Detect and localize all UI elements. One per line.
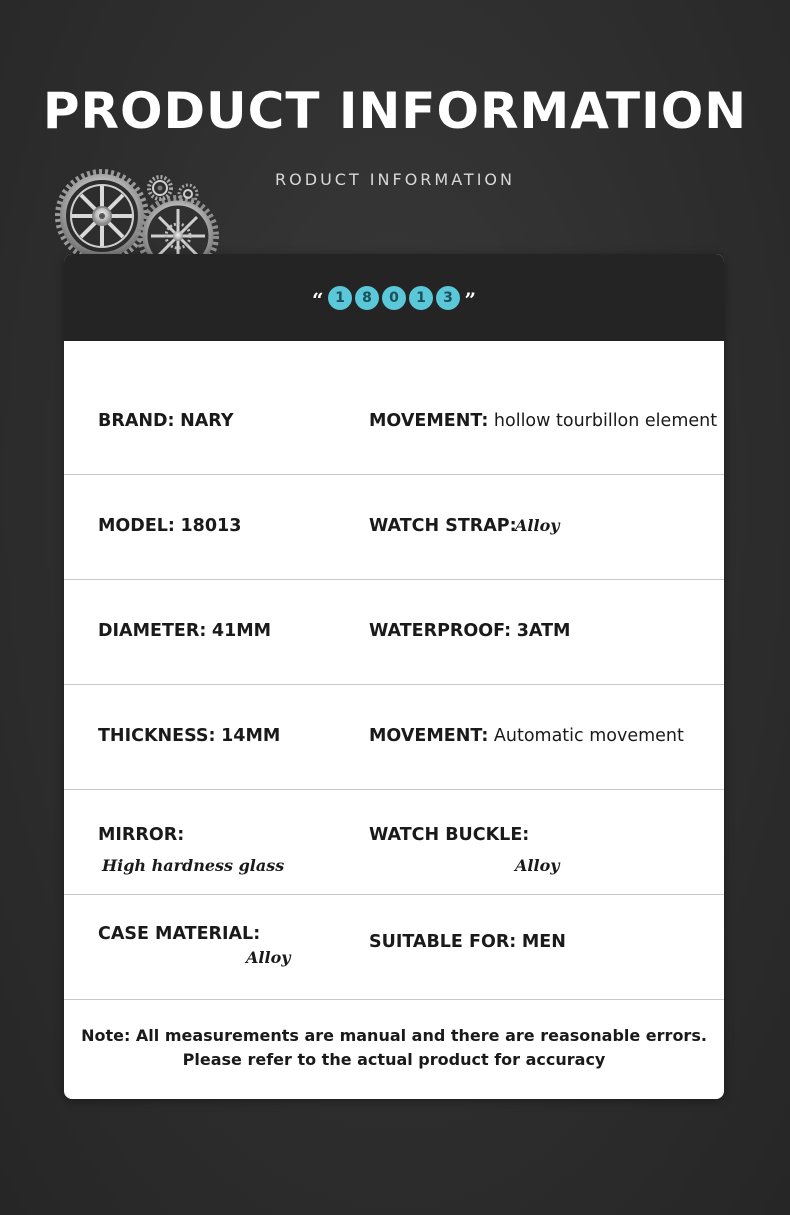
spec-value: Alloy (515, 516, 560, 535)
spec-value: NARY (180, 411, 234, 431)
spec-value: MEN (521, 932, 566, 952)
spec-value: Alloy (515, 856, 560, 875)
spec-label: MODEL: (98, 516, 175, 536)
open-quote: “ (311, 287, 324, 312)
spec-row (64, 684, 724, 790)
spec-label: MOVEMENT: (369, 726, 489, 746)
spec-label: MIRROR: (98, 825, 185, 845)
note-line-1: Note: All measurements are manual and there are reasonable errors. (81, 1026, 707, 1045)
close-quote: ” (464, 287, 477, 312)
spec-thickness (98, 684, 358, 789)
spec-brand (98, 369, 358, 474)
spec-row (64, 474, 724, 580)
spec-value: hollow tourbillon element (493, 411, 718, 431)
measurement-note (64, 1024, 724, 1072)
spec-label: MOVEMENT: (369, 411, 489, 431)
spec-value: Automatic movement (493, 726, 684, 746)
spec-strap (369, 474, 719, 579)
spec-movement-2 (369, 684, 719, 789)
spec-label: CASE MATERIAL: (98, 924, 261, 944)
spec-model (98, 474, 358, 579)
model-digit: 8 (355, 286, 379, 310)
model-digit: 1 (409, 286, 433, 310)
spec-value: 14MM (221, 726, 281, 746)
spec-label: WATERPROOF: (369, 621, 512, 641)
page-subtitle: RODUCT INFORMATION (275, 170, 515, 189)
model-badge (64, 254, 724, 341)
note-line-2: Please refer to the actual product for accuracy (182, 1050, 606, 1069)
spec-label: WATCH STRAP: (369, 516, 517, 536)
spec-label: DIAMETER: (98, 621, 207, 641)
model-digit: 1 (328, 286, 352, 310)
spec-waterproof (369, 579, 719, 684)
spec-mirror (98, 789, 358, 894)
page-title: PRODUCT INFORMATION (42, 82, 748, 140)
model-digit: 0 (382, 286, 406, 310)
spec-row (64, 894, 724, 1000)
spec-card (64, 254, 724, 1099)
spec-row (64, 789, 724, 895)
spec-row (64, 369, 724, 475)
spec-movement-1 (369, 369, 719, 474)
spec-row (64, 579, 724, 685)
spec-value: 18013 (180, 516, 242, 536)
spec-case-material (98, 894, 358, 999)
spec-diameter (98, 579, 358, 684)
spec-value: 3ATM (516, 621, 571, 641)
spec-value: 41MM (211, 621, 272, 641)
spec-suitable-for (369, 894, 719, 999)
gears-icon (54, 164, 224, 256)
spec-label: SUITABLE FOR: (369, 932, 517, 952)
spec-value: Alloy (246, 948, 291, 967)
spec-label: BRAND: (98, 411, 175, 431)
model-digit: 3 (436, 286, 460, 310)
spec-label: WATCH BUCKLE: (369, 825, 530, 845)
spec-label: THICKNESS: (98, 726, 216, 746)
spec-buckle (369, 789, 719, 894)
spec-value: High hardness glass (102, 856, 285, 875)
